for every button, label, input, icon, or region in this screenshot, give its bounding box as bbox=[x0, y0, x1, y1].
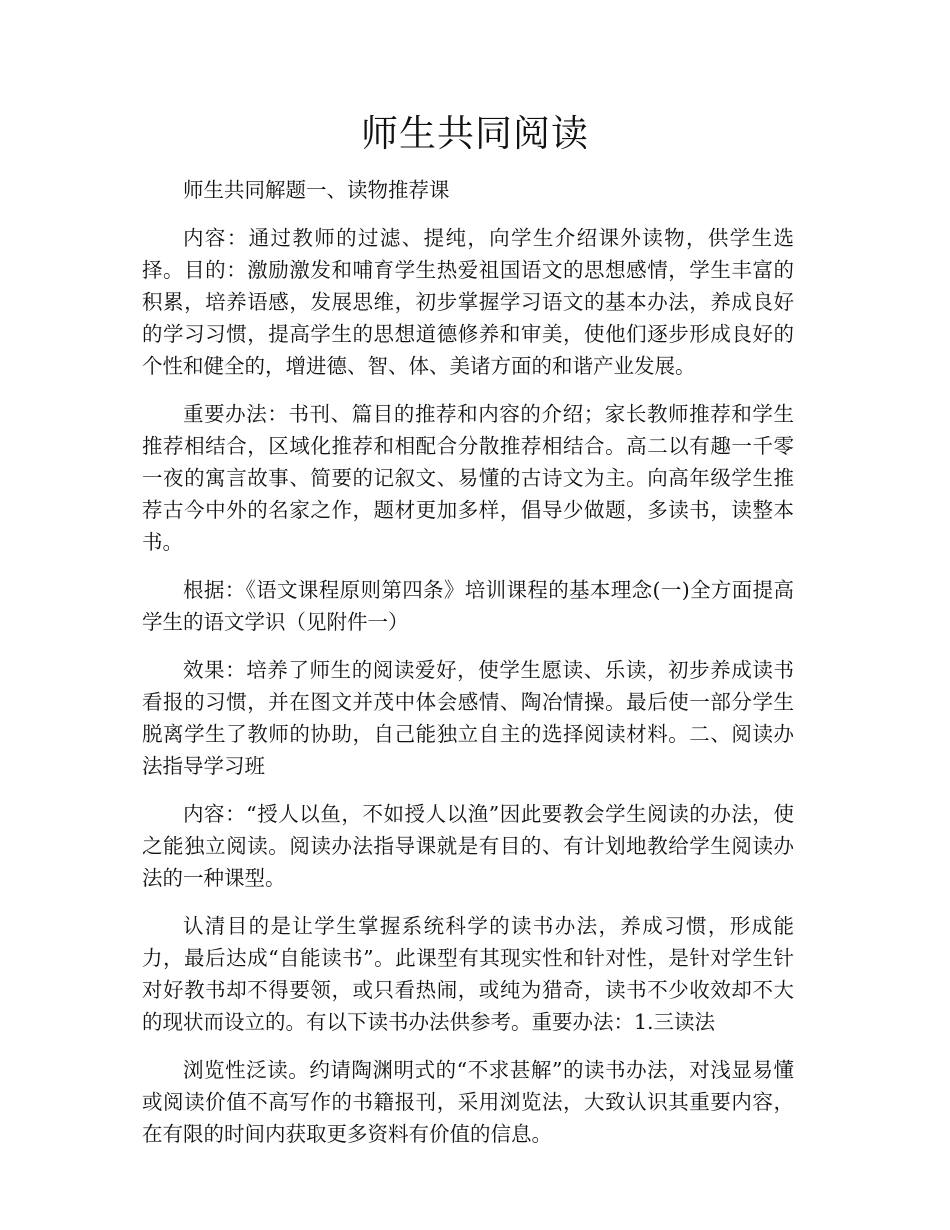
paragraph-methods: 重要办法：书刊、篇目的推荐和内容的介绍；家长教师推荐和学生推荐相结合，区域化推荐和相配合分散推荐相结合。高二以有趣一千零一夜的寓言故事、简要的记叙文、易懂的古诗文为主。向高年级学生推荐古今中外的名家之作，题材更加多样，倡导少做题，多读书，读整本书。 bbox=[142, 402, 794, 554]
paragraph-effect: 效果：培养了师生的阅读爱好，使学生愿读、乐读，初步养成读书看报的习惯，并在图文并茂中体会感情、陶冶情操。最后使一部分学生脱离学生了教师的协助，自己能独立自主的选择阅读材料。二、阅读办法指导学习班 bbox=[142, 658, 794, 778]
paragraph-content-purpose: 内容：通过教师的过滤、提纯，向学生介绍课外读物，供学生选择。目的：激励激发和哺育学生热爱祖国语文的思想感情，学生丰富的积累，培养语感，发展思维，初步掌握学习语文的基本办法，养成良好的学习习惯，提高学生的思想道德修养和审美，使他们逐步形成良好的个性和健全的，增进德、智、体、美诸方面的和谐产业发展。 bbox=[142, 226, 794, 378]
paragraph-subtitle: 师生共同解题一、读物推荐课 bbox=[183, 178, 450, 202]
paragraph-reading-method-content: 内容：“授人以鱼，不如授人以渔”因此要教会学生阅读的办法，使之能独立阅读。阅读办法指导课就是有目的、有计划地教给学生阅读办法的一种课型。 bbox=[142, 802, 794, 890]
document-title: 师生共同阅读 bbox=[361, 112, 589, 155]
paragraph-basis: 根据：《语文课程原则第四条》培训课程的基本理念(一)全方面提高学生的语文学识（见附件一） bbox=[142, 578, 794, 634]
paragraph-goal: 认清目的是让学生掌握系统科学的读书办法，养成习惯，形成能力，最后达成“自能读书”。此课型有其现实性和针对性，是针对学生针对好教书却不得要领，或只看热闹，或纯为猎奇，读书不少收效却不大的现状而设立的。有以下读书办法供参考。重要办法：1.三读法 bbox=[142, 914, 794, 1034]
paragraph-skimming: 浏览性泛读。约请陶渊明式的“不求甚解”的读书办法，对浅显易懂或阅读价值不高写作的书籍报刊，采用浏览法，大致认识其重要内容，在有限的时间内获取更多资料有价值的信息。 bbox=[142, 1058, 794, 1146]
document-body bbox=[142, 174, 794, 1166]
